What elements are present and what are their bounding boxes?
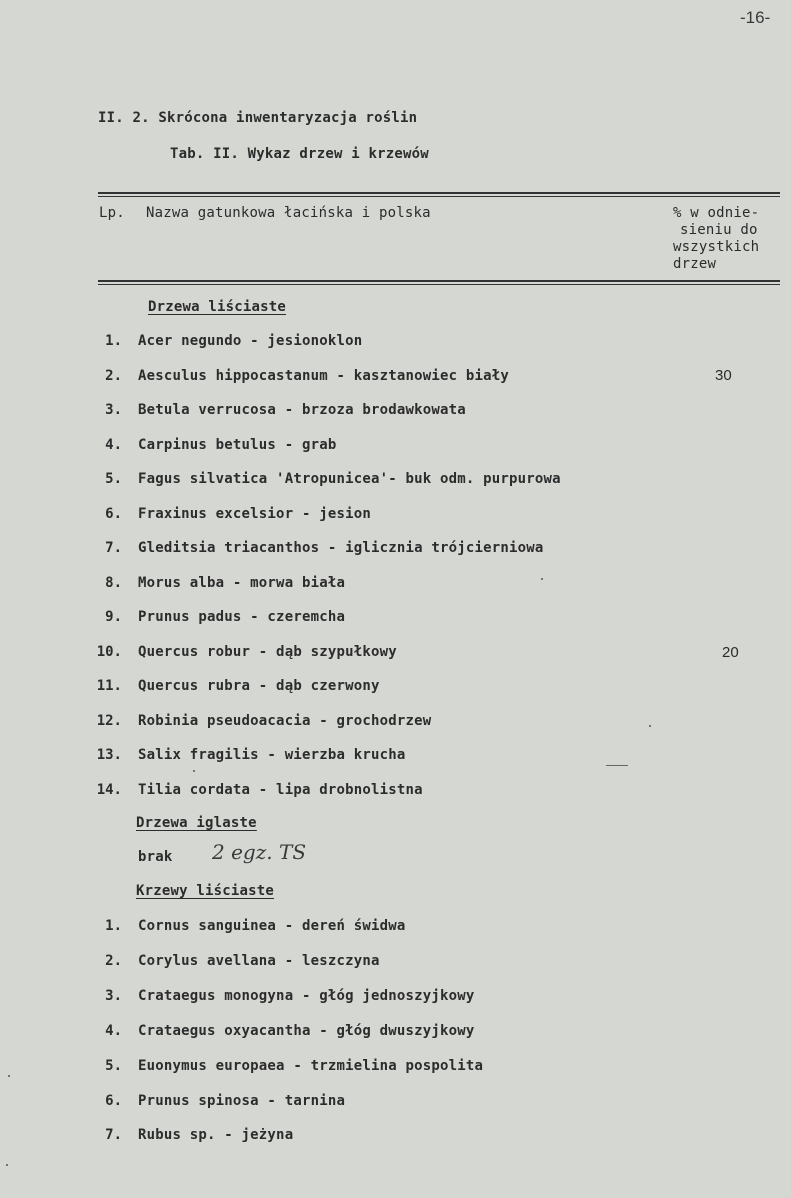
list-item: Salix fragilis - wierzba krucha (138, 747, 406, 763)
list-item: Aesculus hippocastanum - kasztanowiec biały (138, 368, 510, 384)
list-item-percent: 20 (722, 644, 739, 661)
list-item: Gleditsia triacanthos - iglicznia trójcierniowa (138, 540, 544, 556)
list-item: Carpinus betulus - grab (138, 437, 337, 453)
page-number: -16- (740, 8, 771, 27)
list-item: Euonymus europaea - trzmielina pospolita (138, 1058, 484, 1074)
table-title: Tab. II. Wykaz drzew i krzewów (170, 146, 429, 162)
list-item-number: 8. (105, 575, 122, 591)
scan-speck (6, 1164, 8, 1166)
list-item: Prunus spinosa - tarnina (138, 1093, 346, 1109)
group-heading-conifers: Drzewa iglaste (136, 815, 257, 831)
list-item: Crataegus oxyacantha - głóg dwuszyjkowy (138, 1023, 475, 1039)
header-pct-1: % w odnie- (673, 205, 760, 221)
list-item-number: 4. (105, 437, 122, 453)
list-item-number: 2. (105, 368, 122, 384)
list-item-number: 1. (105, 918, 122, 934)
list-item-number: 14. (96, 782, 122, 798)
list-item: Crataegus monogyna - głóg jednoszyjkowy (138, 988, 475, 1004)
list-item-number: 6. (105, 1093, 122, 1109)
list-item: Robinia pseudoacacia - grochodrzew (138, 713, 432, 729)
table-top-rule-2 (98, 196, 780, 197)
list-item-number: 7. (105, 1127, 122, 1143)
pencil-mark (606, 765, 628, 766)
header-pct-2: sieniu do (680, 222, 758, 238)
list-item: Cornus sanguinea - dereń świdwa (138, 918, 406, 934)
conifers-none-text: brak (138, 849, 173, 865)
list-item-percent: 30 (715, 367, 732, 384)
list-item: Rubus sp. - jeżyna (138, 1127, 294, 1143)
table-header-rule-2 (98, 284, 780, 285)
list-item-number: 9. (105, 609, 122, 625)
list-item-number: 11. (96, 678, 122, 694)
list-item: Tilia cordata - lipa drobnolistna (138, 782, 423, 798)
scan-speck (541, 578, 543, 580)
list-item-number: 5. (105, 471, 122, 487)
list-item: Quercus rubra - dąb czerwony (138, 678, 380, 694)
list-item-number: 13. (96, 747, 122, 763)
header-pct-3: wszystkich (673, 239, 760, 255)
list-item-number: 2. (105, 953, 122, 969)
list-item-number: 4. (105, 1023, 122, 1039)
table-header-rule (98, 280, 780, 282)
list-item-number: 3. (105, 402, 122, 418)
group-heading-deciduous-shrubs: Krzewy liściaste (136, 883, 275, 899)
list-item: Quercus robur - dąb szypułkowy (138, 644, 397, 660)
list-item-number: 5. (105, 1058, 122, 1074)
scan-speck (193, 770, 195, 772)
header-lp: Lp. (99, 205, 125, 221)
header-pct-4: drzew (673, 256, 717, 272)
list-item: Prunus padus - czeremcha (138, 609, 346, 625)
list-item-number: 3. (105, 988, 122, 1004)
scan-speck (649, 725, 651, 727)
section-title: II. 2. Skrócona inwentaryzacja roślin (98, 110, 418, 126)
list-item: Morus alba - morwa biała (138, 575, 346, 591)
list-item-number: 10. (96, 644, 122, 660)
group-heading-deciduous-trees: Drzewa liściaste (148, 299, 287, 315)
table-top-rule (98, 192, 780, 194)
handwritten-note: 2 egz. TS (212, 840, 307, 864)
list-item-number: 12. (96, 713, 122, 729)
scan-speck (8, 1075, 10, 1077)
list-item-number: 7. (105, 540, 122, 556)
header-name: Nazwa gatunkowa łacińska i polska (146, 205, 431, 221)
list-item: Fagus silvatica 'Atropunicea'- buk odm. purpurowa (138, 471, 561, 487)
list-item-number: 1. (105, 333, 122, 349)
list-item-number: 6. (105, 506, 122, 522)
list-item: Acer negundo - jesionoklon (138, 333, 363, 349)
list-item: Corylus avellana - leszczyna (138, 953, 380, 969)
list-item: Betula verrucosa - brzoza brodawkowata (138, 402, 466, 418)
list-item: Fraxinus excelsior - jesion (138, 506, 371, 522)
